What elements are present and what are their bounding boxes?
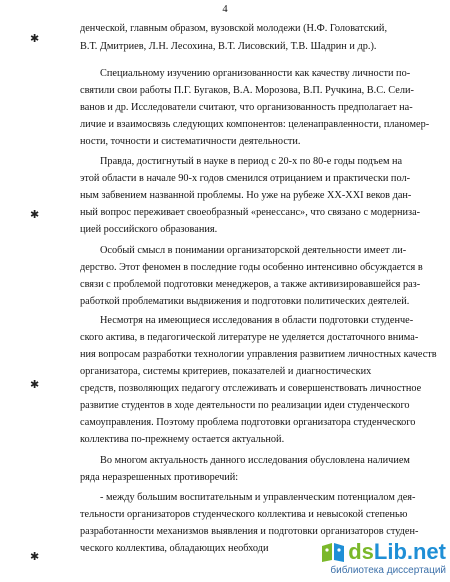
margin-mark: ✱	[30, 209, 40, 221]
text-line: ным забвением названной проблемы. Но уже на рубеже XX-XXI веков дан-	[80, 190, 412, 201]
text-line: - между большим воспитательным и управленческим потенциалом дея-	[100, 492, 416, 503]
margin-mark: ✱	[30, 379, 40, 391]
text-line: личие и взаимосвязь следующих компонентов: целенаправленности, планомер-	[80, 119, 430, 130]
text-line: работкой проблематики выдвижения и подготовки политических деятелей.	[80, 296, 410, 307]
margin-mark: ✱	[30, 33, 40, 45]
text-line: этой области в начале 90-х годов сменился отрицанием и практически пол-	[80, 173, 411, 184]
watermark-subtitle: библиотека диссертаций	[330, 565, 446, 576]
text-line: ского актива, в педагогической литературе не уделяется достаточного внима-	[80, 332, 419, 343]
text-line: ности, точности и систематичности деятельности.	[80, 136, 301, 147]
text-line: ческого коллектива, обладающих необходи	[80, 543, 269, 554]
margin-mark: ✱	[30, 551, 40, 563]
watermark-brand: dsLib.net	[348, 539, 446, 564]
text-line: ный вопрос переживает своеобразный «ренессанс», что связано с модерниза-	[80, 207, 421, 218]
dslib-watermark	[320, 540, 446, 577]
text-line: Несмотря на имеющиеся исследования в области подготовки студенче-	[100, 315, 414, 326]
text-line: организатора, системы критериев, показателей и диагностических	[80, 366, 372, 377]
text-line: денческой, главным образом, вузовской молодежи (Н.Ф. Головатский,	[80, 23, 388, 34]
text-line: коллектива по-прежнему остается актуальной.	[80, 434, 285, 445]
text-line: ряда неразрешенных противоречий:	[80, 472, 239, 483]
text-line: В.Т. Дмитриев, Л.Н. Лесохина, В.Т. Лисовский, Т.В. Шадрин и др.).	[80, 41, 377, 52]
text-line: Во многом актуальность данного исследования обусловлена наличием	[100, 455, 410, 466]
text-line: связи с проблемой подготовки менеджеров, а также активизировавшейся раз-	[80, 279, 421, 290]
text-line: ния вопросам разработки технологии управления развитием личностных качеств	[80, 349, 437, 360]
text-line: самоуправления. Поэтому проблема подготовки организатора студенческого	[80, 417, 416, 428]
text-line: Специальному изучению организованности как качеству личности по-	[100, 68, 411, 79]
text-line: святили свои работы П.Г. Бугаков, В.А. Морозова, В.П. Ручкина, В.С. Сели-	[80, 85, 414, 96]
page-number: 4	[222, 4, 228, 15]
book-logo-icon	[320, 540, 346, 564]
watermark-logo	[320, 540, 446, 564]
text-line: разработанности механизмов выявления и подготовки организаторов студен-	[80, 526, 419, 537]
text-line: развитие студентов в ходе деятельности по реализации идеи студенческого	[80, 400, 410, 411]
text-line: Особый смысл в понимании организаторской деятельности имеет ли-	[100, 245, 407, 256]
text-line: тельности организаторов студенческого коллектива и невысокой степенью	[80, 509, 408, 520]
text-line: Правда, достигнутый в науке в период с 20-х по 80-е годы подъем на	[100, 156, 403, 167]
text-line: дерство. Этот феномен в последние годы особенно интенсивно обсуждается в	[80, 262, 423, 273]
text-line: цией российского образования.	[80, 224, 218, 235]
text-line: средств, позволяющих педагогу отслеживать и совершенствовать личностное	[80, 383, 422, 394]
text-line: ванов и др. Исследователи считают, что организованность предполагает на-	[80, 102, 413, 113]
